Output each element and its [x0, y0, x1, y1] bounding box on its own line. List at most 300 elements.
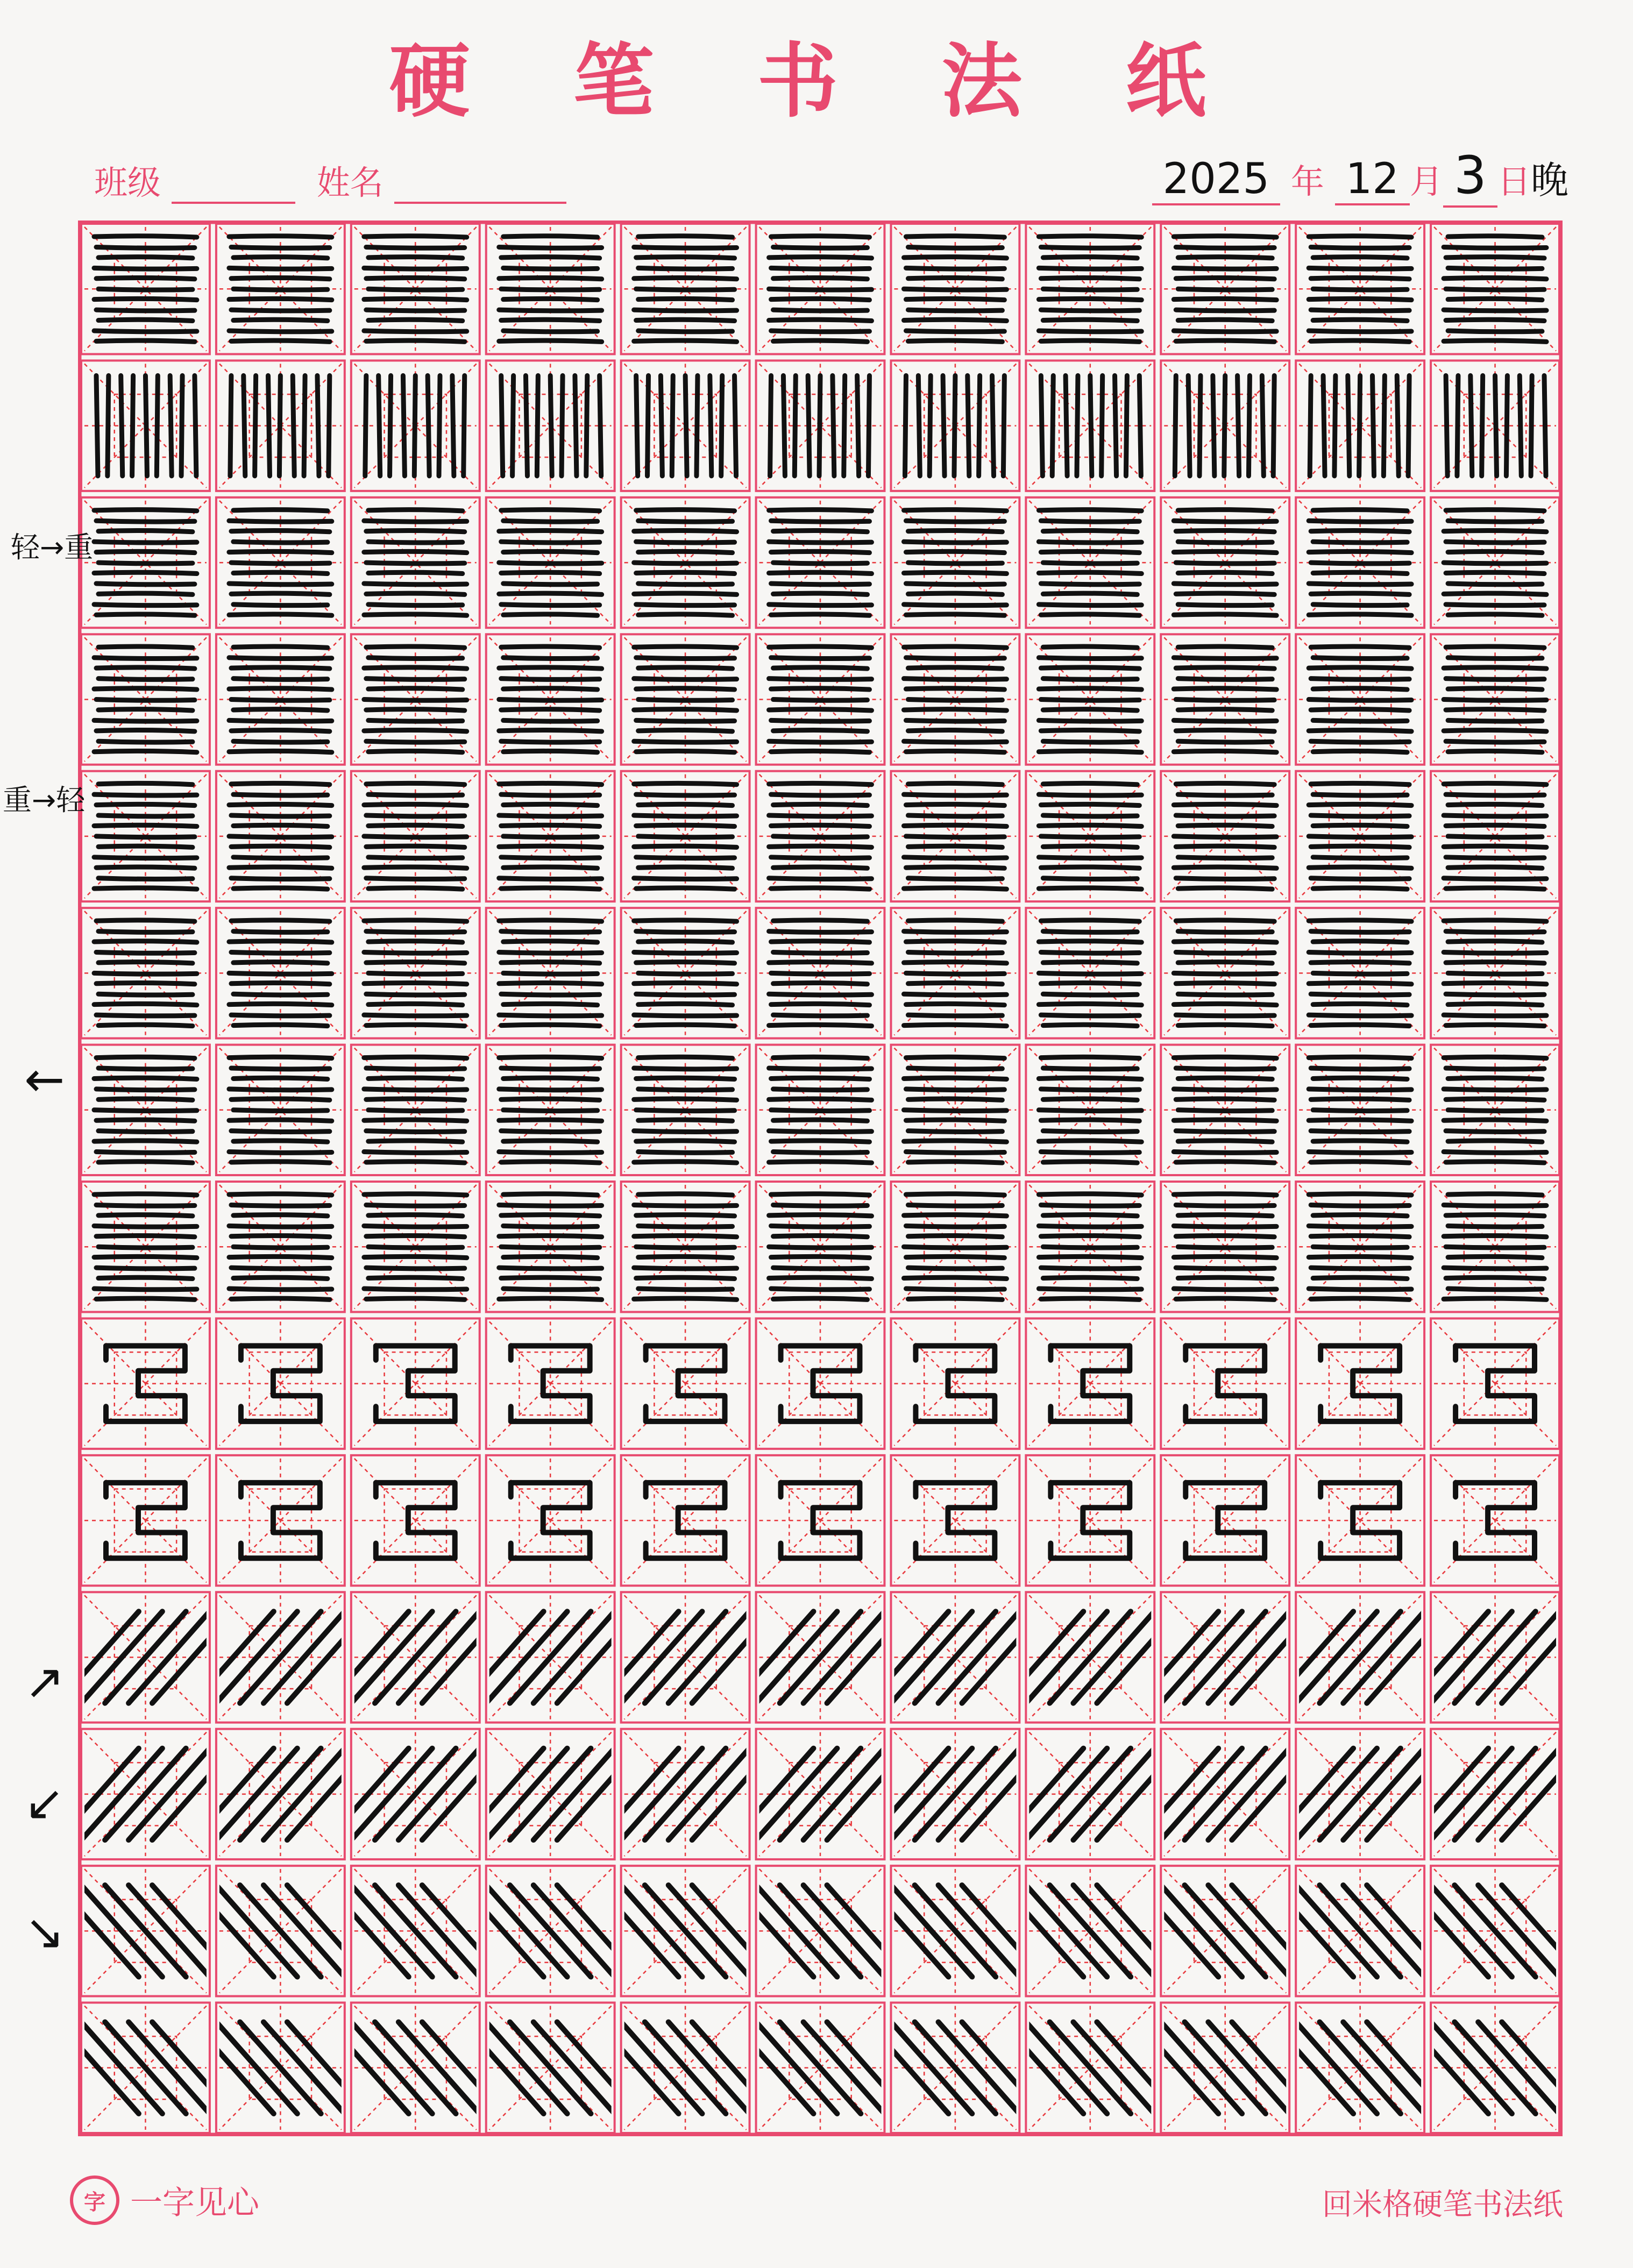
ink-stroke — [1174, 551, 1276, 552]
ink-stroke — [229, 268, 332, 269]
ink-stroke — [233, 1215, 328, 1216]
ink-stroke — [638, 667, 733, 669]
ink-stroke — [233, 1025, 328, 1026]
ink-stroke — [1178, 794, 1272, 795]
ink-stroke — [1311, 878, 1409, 879]
ink-stroke — [364, 584, 467, 585]
ink-stroke — [1039, 1078, 1141, 1079]
ink-stroke — [634, 593, 737, 594]
ink-stroke — [868, 1885, 949, 1976]
ink-stroke — [368, 794, 463, 795]
ink-stroke — [1309, 1089, 1411, 1090]
ink-stroke — [98, 593, 193, 594]
ink-stroke — [636, 1141, 735, 1142]
ink-stroke — [697, 375, 698, 475]
ink-stroke — [1448, 521, 1542, 522]
ink-stroke — [233, 932, 328, 933]
ink-stroke — [904, 825, 1006, 826]
ink-stroke — [366, 783, 465, 784]
ink-stroke — [1448, 584, 1542, 585]
ink-stroke — [364, 952, 467, 953]
date-fields — [1152, 145, 1568, 205]
ink-stroke — [1311, 815, 1409, 816]
ink-stroke — [1444, 1298, 1546, 1299]
ink-stroke — [1174, 1256, 1276, 1257]
ink-stroke — [231, 1298, 330, 1299]
ink-stroke — [1309, 1256, 1411, 1257]
ink-stroke — [364, 867, 467, 868]
ink-stroke — [1313, 973, 1407, 974]
ink-stroke — [1309, 867, 1411, 868]
ink-stroke — [908, 952, 1002, 953]
ink-stroke — [598, 2022, 679, 2114]
ink-stroke — [1444, 1120, 1546, 1121]
ink-stroke — [1174, 658, 1276, 659]
ink-stroke — [1446, 257, 1544, 258]
ink-stroke — [1309, 331, 1411, 332]
ink-stroke — [229, 804, 332, 805]
ink-stroke — [1176, 1015, 1274, 1016]
ink-stroke — [1174, 614, 1276, 615]
ink-stroke — [1174, 298, 1276, 300]
ink-stroke — [499, 1235, 602, 1236]
ink-stroke — [1043, 646, 1137, 648]
ink-stroke — [1309, 521, 1411, 522]
ink-stroke — [638, 331, 733, 332]
ink-stroke — [368, 1215, 463, 1216]
ink-stroke — [94, 1289, 197, 1290]
ink-stroke — [1531, 375, 1532, 475]
ink-stroke — [904, 1215, 1006, 1216]
side-note-down-left-arrow: ↙ — [24, 1775, 65, 1831]
ink-stroke — [1174, 584, 1276, 585]
ink-stroke — [1176, 1235, 1274, 1236]
ink-stroke — [773, 730, 868, 731]
ink-stroke — [328, 1885, 409, 1976]
ink-stroke — [1311, 1205, 1409, 1206]
ink-stroke — [904, 741, 1006, 742]
ink-stroke — [170, 375, 172, 475]
ink-stroke — [229, 1057, 332, 1058]
ink-stroke — [233, 319, 328, 321]
ink-stroke — [1178, 932, 1272, 933]
ink-stroke — [366, 593, 465, 594]
ink-stroke — [368, 1078, 463, 1079]
ink-stroke — [503, 658, 598, 659]
ink-stroke — [918, 375, 920, 475]
ink-stroke — [229, 298, 332, 300]
ink-stroke — [773, 952, 868, 953]
ink-stroke — [499, 952, 602, 953]
ink-stroke — [904, 1277, 1006, 1278]
ink-stroke — [904, 1247, 1006, 1248]
ink-stroke — [1313, 1277, 1407, 1278]
ink-stroke — [904, 994, 1006, 995]
ink-stroke — [769, 510, 872, 511]
ink-stroke — [769, 846, 872, 847]
ink-stroke — [231, 1015, 330, 1016]
ink-stroke — [499, 815, 602, 816]
ink-stroke — [1039, 688, 1141, 689]
ink-stroke — [906, 688, 1004, 689]
ink-stroke — [1309, 952, 1411, 953]
ink-stroke — [501, 679, 600, 680]
ink-stroke — [733, 1885, 814, 1976]
ink-stroke — [1041, 700, 1139, 701]
ink-stroke — [1444, 730, 1546, 731]
ink-stroke — [1043, 319, 1137, 321]
ink-stroke — [1446, 741, 1544, 742]
ink-stroke — [452, 375, 454, 475]
ink-stroke — [636, 605, 735, 606]
ink-stroke — [1482, 375, 1483, 475]
ink-stroke — [908, 1068, 1002, 1069]
ink-stroke — [1309, 236, 1411, 237]
ink-stroke — [634, 530, 737, 531]
ink-stroke — [1199, 375, 1201, 475]
ink-stroke — [503, 867, 598, 868]
date-year[interactable]: 2025 — [1152, 155, 1281, 205]
ink-stroke — [1446, 572, 1544, 573]
ink-stroke — [233, 572, 328, 573]
ink-stroke — [98, 257, 193, 258]
ink-stroke — [1313, 751, 1407, 752]
ink-stroke — [1174, 804, 1276, 805]
ink-stroke — [1039, 720, 1141, 721]
ink-stroke — [364, 667, 467, 669]
ink-stroke — [636, 751, 735, 752]
ink-stroke — [96, 375, 98, 475]
ink-stroke — [98, 1277, 193, 1278]
ink-stroke — [771, 331, 870, 332]
ink-stroke — [771, 794, 870, 795]
ink-stroke — [1176, 1162, 1274, 1163]
ink-stroke — [1174, 867, 1276, 868]
ink-stroke — [638, 1256, 733, 1257]
ink-stroke — [364, 700, 467, 701]
ink-stroke — [231, 593, 330, 594]
class-field[interactable] — [172, 175, 295, 204]
ink-stroke — [773, 563, 868, 564]
ink-stroke — [501, 1068, 600, 1069]
ink-stroke — [771, 614, 870, 615]
ink-stroke — [1457, 375, 1458, 475]
ink-stroke — [634, 310, 737, 311]
ink-stroke — [98, 530, 193, 531]
ink-stroke — [503, 521, 598, 522]
ink-stroke — [1444, 1268, 1546, 1269]
ink-stroke — [1446, 962, 1544, 963]
ink-stroke — [1174, 1120, 1276, 1121]
ink-stroke — [1041, 375, 1042, 475]
ink-stroke — [1174, 1289, 1276, 1290]
ink-stroke — [231, 1205, 330, 1206]
ink-stroke — [1043, 709, 1137, 710]
ink-stroke — [638, 1089, 733, 1090]
ink-stroke — [1178, 888, 1272, 889]
ink-stroke — [1446, 794, 1544, 795]
ink-stroke — [1176, 1068, 1274, 1069]
ink-stroke — [94, 658, 197, 659]
date-month[interactable]: 12 — [1335, 155, 1410, 205]
ink-stroke — [636, 994, 735, 995]
ink-stroke — [1444, 1089, 1546, 1090]
ink-stroke — [1313, 888, 1407, 889]
ink-stroke — [908, 1205, 1002, 1206]
ink-stroke — [499, 278, 602, 279]
ink-stroke — [366, 530, 465, 531]
ink-stroke — [503, 1256, 598, 1257]
ink-stroke — [1176, 878, 1274, 879]
ink-stroke — [1309, 804, 1411, 805]
ink-stroke — [906, 551, 1004, 552]
date-day[interactable]: 3 — [1443, 145, 1497, 208]
ink-stroke — [1041, 920, 1139, 921]
ink-stroke — [638, 804, 733, 805]
ink-stroke — [96, 584, 195, 585]
ink-stroke — [771, 1194, 870, 1195]
ink-stroke — [904, 857, 1006, 858]
ink-stroke — [229, 1152, 332, 1153]
ink-stroke — [1446, 1162, 1544, 1163]
ink-stroke — [1311, 1099, 1409, 1100]
ink-stroke — [769, 932, 872, 933]
ink-stroke — [1311, 962, 1409, 963]
ink-stroke — [771, 825, 870, 826]
ink-stroke — [503, 720, 598, 721]
ink-stroke — [537, 375, 538, 475]
ink-stroke — [1446, 319, 1544, 321]
ink-stroke — [366, 646, 465, 648]
ink-stroke — [1311, 1162, 1409, 1163]
ink-stroke — [1444, 983, 1546, 984]
ink-stroke — [1041, 1152, 1139, 1153]
ink-stroke — [1309, 551, 1411, 552]
ink-stroke — [1446, 375, 1447, 475]
ink-stroke — [368, 1247, 463, 1248]
ink-stroke — [769, 679, 872, 680]
ink-stroke — [1043, 994, 1137, 995]
ink-stroke — [1176, 700, 1274, 701]
ink-stroke — [771, 268, 870, 269]
ink-stroke — [638, 584, 733, 585]
brand-seal-icon: 字 — [70, 2175, 119, 2225]
ink-stroke — [229, 836, 332, 837]
ink-stroke — [773, 1268, 868, 1269]
ink-stroke — [499, 310, 602, 311]
ink-stroke — [1178, 1215, 1272, 1216]
ink-stroke — [908, 1268, 1002, 1269]
ink-stroke — [1448, 836, 1542, 837]
ink-stroke — [1311, 932, 1409, 933]
ink-stroke — [1043, 679, 1137, 680]
ink-stroke — [1039, 298, 1141, 300]
ink-stroke — [771, 1141, 870, 1142]
ink-stroke — [1313, 658, 1407, 659]
ink-stroke — [1444, 878, 1546, 879]
ink-stroke — [499, 730, 602, 731]
ink-stroke — [1224, 375, 1225, 475]
ink-stroke — [366, 1162, 465, 1163]
ink-stroke — [906, 331, 1004, 332]
ink-stroke — [231, 278, 330, 279]
ink-stroke — [904, 1141, 1006, 1142]
ink-stroke — [1043, 783, 1137, 784]
ink-stroke — [771, 857, 870, 858]
ink-stroke — [1041, 836, 1139, 837]
name-field[interactable] — [394, 175, 566, 204]
ink-stroke — [364, 614, 467, 615]
ink-stroke — [769, 289, 872, 290]
ink-stroke — [1313, 319, 1407, 321]
ink-stroke — [769, 1215, 872, 1216]
ink-stroke — [638, 551, 733, 552]
ink-stroke — [501, 605, 600, 606]
ink-stroke — [317, 375, 319, 475]
ink-stroke — [1043, 257, 1137, 258]
ink-stroke — [366, 1099, 465, 1100]
ink-stroke — [904, 1025, 1006, 1026]
ink-stroke — [1178, 825, 1272, 826]
ink-stroke — [634, 247, 737, 248]
ink-stroke — [503, 1226, 598, 1227]
ink-stroke — [1311, 741, 1409, 742]
ink-stroke — [1323, 375, 1325, 475]
ink-stroke — [906, 836, 1004, 837]
ink-stroke — [501, 794, 600, 795]
ink-stroke — [364, 1194, 467, 1195]
ink-stroke — [1077, 375, 1078, 475]
ink-stroke — [499, 700, 602, 701]
ink-stroke — [1444, 563, 1546, 564]
ink-stroke — [1313, 605, 1407, 606]
ink-stroke — [1273, 2022, 1354, 2114]
ink-stroke — [1311, 679, 1409, 680]
ink-stroke — [638, 730, 733, 731]
ink-stroke — [499, 563, 602, 564]
ink-stroke — [233, 1110, 328, 1111]
ink-stroke — [1448, 298, 1542, 300]
ink-stroke — [368, 1004, 463, 1005]
ink-stroke — [98, 962, 193, 963]
ink-stroke — [638, 1004, 733, 1005]
ink-stroke — [233, 825, 328, 826]
ink-stroke — [501, 572, 600, 573]
ink-stroke — [648, 375, 649, 475]
ink-stroke — [403, 375, 404, 475]
practice-grid[interactable] — [78, 221, 1563, 2136]
ink-stroke — [1043, 815, 1137, 816]
ink-stroke — [1309, 1120, 1411, 1121]
ink-stroke — [428, 375, 429, 475]
ink-stroke — [1041, 1089, 1139, 1090]
ink-stroke — [231, 878, 330, 879]
ink-stroke — [908, 846, 1002, 847]
ink-stroke — [96, 310, 195, 311]
ink-stroke — [1039, 751, 1141, 752]
ink-stroke — [769, 1131, 872, 1132]
ink-stroke — [773, 836, 868, 837]
ink-stroke — [94, 1078, 197, 1079]
ink-stroke — [773, 1152, 868, 1153]
ink-stroke — [1176, 340, 1274, 342]
ink-stroke — [908, 278, 1002, 279]
ink-stroke — [1309, 836, 1411, 837]
ink-stroke — [229, 521, 332, 522]
ink-stroke — [1444, 1152, 1546, 1153]
ink-stroke — [634, 1131, 737, 1132]
ink-stroke — [501, 825, 600, 826]
ink-stroke — [1178, 1247, 1272, 1248]
ink-stroke — [1174, 1089, 1276, 1090]
ink-stroke — [769, 542, 872, 543]
ink-stroke — [94, 605, 197, 606]
date-suffix: 晚 — [1531, 158, 1568, 202]
ink-stroke — [368, 1110, 463, 1111]
ink-stroke — [108, 375, 109, 475]
ink-stroke — [94, 572, 197, 573]
ink-stroke — [638, 973, 733, 974]
ink-stroke — [638, 521, 733, 522]
ink-stroke — [783, 375, 785, 475]
ink-stroke — [1313, 1110, 1407, 1111]
ink-stroke — [98, 994, 193, 995]
ink-stroke — [499, 983, 602, 984]
ink-stroke — [1309, 584, 1411, 585]
ink-stroke — [1043, 530, 1137, 531]
ink-stroke — [98, 1068, 193, 1069]
ink-stroke — [1446, 825, 1544, 826]
ink-stroke — [1003, 2022, 1084, 2114]
ink-stroke — [503, 331, 598, 332]
ink-stroke — [1176, 846, 1274, 847]
ink-stroke — [121, 375, 123, 475]
ink-stroke — [1313, 720, 1407, 721]
ink-stroke — [769, 709, 872, 710]
ink-stroke — [96, 340, 195, 342]
ink-stroke — [279, 375, 280, 475]
ink-stroke — [906, 1120, 1004, 1121]
ink-stroke — [1039, 941, 1141, 942]
ink-stroke — [1446, 1131, 1544, 1132]
ink-stroke — [1041, 1298, 1139, 1299]
ink-stroke — [94, 1226, 197, 1227]
ink-stroke — [368, 1277, 463, 1278]
ink-stroke — [906, 521, 1004, 522]
ink-stroke — [501, 375, 503, 475]
ink-stroke — [1174, 1226, 1276, 1227]
ink-stroke — [1039, 1289, 1141, 1290]
ink-stroke — [1178, 994, 1272, 995]
ink-stroke — [1174, 751, 1276, 752]
ink-stroke — [526, 375, 527, 475]
ink-stroke — [94, 1256, 197, 1257]
ink-stroke — [229, 331, 332, 332]
ink-stroke — [1311, 1068, 1409, 1069]
ink-stroke — [96, 1268, 195, 1269]
ink-stroke — [1041, 1015, 1139, 1016]
ink-stroke — [1444, 530, 1546, 531]
ink-stroke — [1444, 920, 1546, 921]
ink-stroke — [1444, 247, 1546, 248]
ink-stroke — [1313, 289, 1407, 290]
ink-stroke — [634, 1162, 737, 1163]
ink-stroke — [638, 614, 733, 615]
ink-stroke — [231, 952, 330, 953]
ink-stroke — [98, 709, 193, 710]
ink-stroke — [908, 730, 1002, 731]
ink-stroke — [908, 920, 1002, 921]
